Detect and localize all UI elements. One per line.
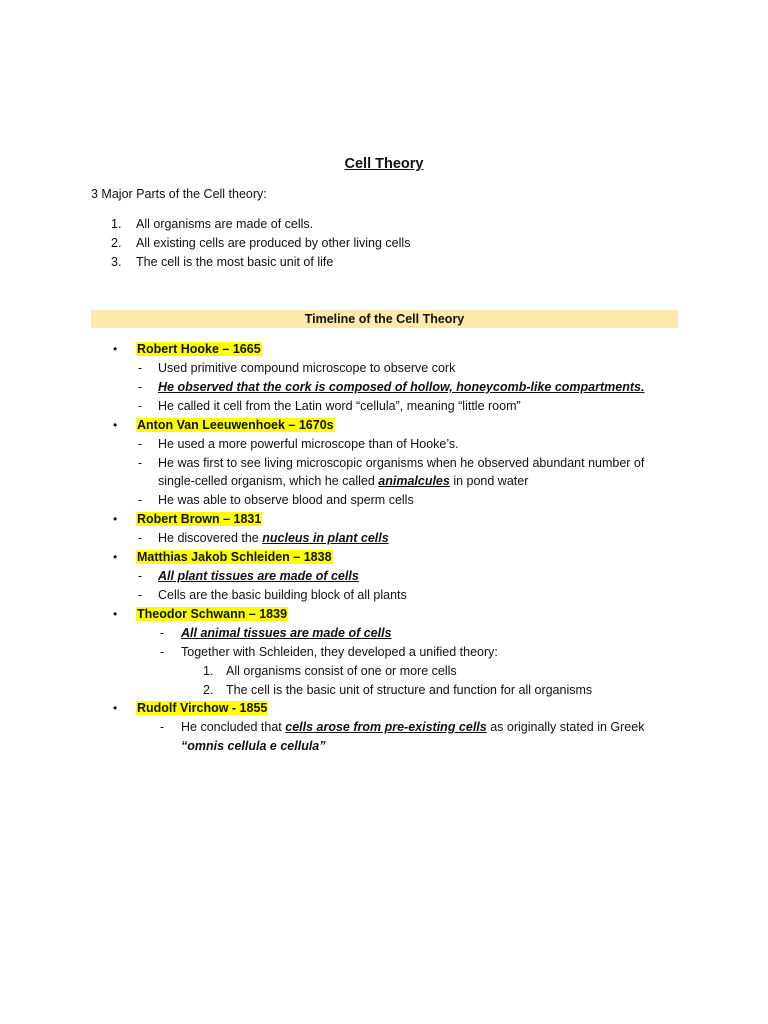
sub-point: All organisms consist of one or more cells — [226, 664, 457, 678]
point: All animal tissues are made of cells — [181, 626, 392, 640]
dash: - — [138, 361, 143, 375]
point: Cells are the basic building block of all plants — [158, 588, 407, 602]
dash: - — [160, 720, 165, 734]
point-continued: single-celled organism, which he called animalcules in pond water — [158, 474, 529, 488]
point: Used primitive compound microscope to observe cork — [158, 361, 456, 375]
point: He used a more powerful microscope than of Hooke’s. — [158, 437, 459, 451]
dash: - — [138, 456, 143, 470]
intro-heading: 3 Major Parts of the Cell theory: — [91, 187, 267, 201]
dash: - — [160, 645, 165, 659]
scientist-name: Theodor Schwann – 1839 — [137, 607, 288, 621]
bullet: • — [113, 701, 118, 715]
latin-quote: “omnis cellula e cellula” — [181, 739, 326, 753]
dash: - — [138, 588, 143, 602]
page-title: Cell Theory — [344, 156, 424, 172]
point: He observed that the cork is composed of hollow, honeycomb-like compartments. — [158, 380, 645, 394]
bullet: • — [113, 418, 118, 432]
dash: - — [138, 493, 143, 507]
scientist-name: Rudolf Virchow - 1855 — [137, 701, 268, 715]
dash: - — [138, 569, 143, 583]
point: All plant tissues are made of cells — [158, 569, 359, 583]
point: He called it cell from the Latin word “cellula”, meaning “little room” — [158, 399, 521, 413]
scientist-name: Robert Brown – 1831 — [137, 512, 262, 526]
list-number: 1. — [111, 217, 122, 231]
scientist-name: Robert Hooke – 1665 — [137, 342, 261, 356]
point: Together with Schleiden, they developed a unified theory: — [181, 645, 498, 659]
dash: - — [138, 399, 143, 413]
point: He concluded that cells arose from pre-existing cells as originally stated in Greek — [181, 720, 645, 734]
point: He was first to see living microscopic organisms when he observed abundant number of — [158, 456, 645, 470]
scientist-name: Anton Van Leeuwenhoek – 1670s — [137, 418, 334, 432]
list-number: 2. — [203, 683, 214, 697]
bullet: • — [113, 607, 118, 621]
point: He was able to observe blood and sperm cells — [158, 493, 414, 507]
list-number: 3. — [111, 255, 122, 269]
bullet: • — [113, 550, 118, 564]
list-item: All existing cells are produced by other living cells — [136, 236, 411, 250]
dash: - — [160, 626, 165, 640]
dash: - — [138, 437, 143, 451]
list-number: 2. — [111, 236, 122, 250]
bullet: • — [113, 512, 118, 526]
scientist-name: Matthias Jakob Schleiden – 1838 — [137, 550, 332, 564]
timeline-heading: Timeline of the Cell Theory — [91, 310, 678, 328]
list-item: All organisms are made of cells. — [136, 217, 314, 231]
dash: - — [138, 531, 143, 545]
list-item: The cell is the most basic unit of life — [136, 255, 334, 269]
bullet: • — [113, 342, 118, 356]
sub-point: The cell is the basic unit of structure and function for all organisms — [226, 683, 593, 697]
list-number: 1. — [203, 664, 214, 678]
dash: - — [138, 380, 143, 394]
point: He discovered the nucleus in plant cells — [158, 531, 389, 545]
